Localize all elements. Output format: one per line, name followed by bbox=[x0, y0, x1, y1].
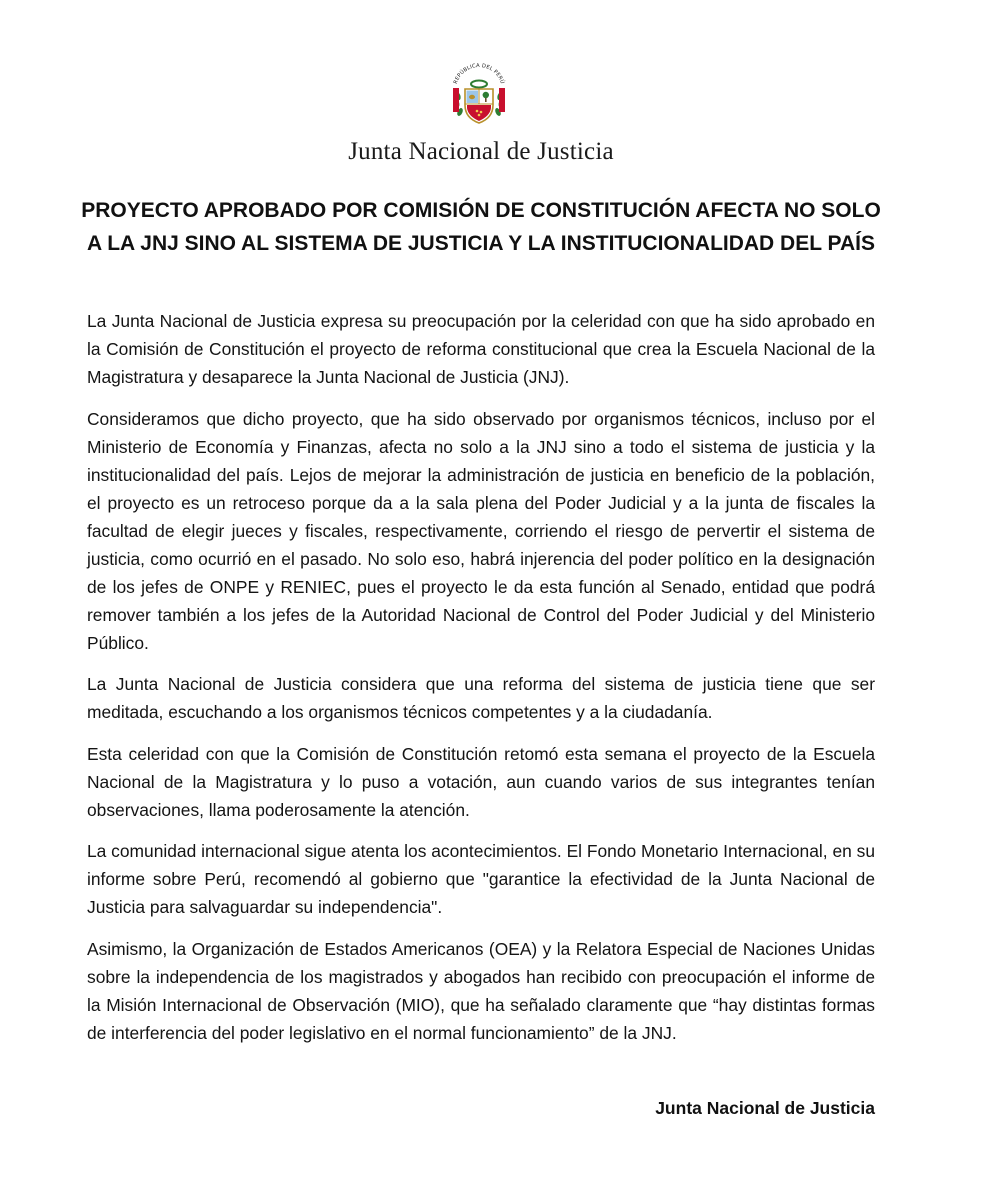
paragraph-5: La comunidad internacional sigue atenta los acontecimientos. El Fondo Monetario Internacional, en su informe sobre Perú, recomendó al gobierno que "garantice la efectividad de la Junta Nacional de Justicia para salvaguardar su independencia". bbox=[87, 841, 875, 917]
svg-text:REPÚBLICA DEL PERÚ bbox=[453, 63, 506, 85]
paragraph-4: Esta celeridad con que la Comisión de Constitución retomó esta semana el proyecto de la Escuela Nacional de la Magistratura y lo puso a votación, aun cuando varios de sus integrantes tenían observaciones, llama poderosamente la atención. bbox=[87, 743, 875, 820]
document-body bbox=[87, 307, 875, 1060]
paragraph-2: Consideramos que dicho proyecto, que ha sido observado por organismos técnicos, incluso por el Ministerio de Economía y Finanzas, afecta no solo a la JNJ sino a todo el sistema de justicia y la institucionalidad del país. Lejos de mejorar la administración de justicia en beneficio de la población, el proyecto es un retroceso porque da a la sala plena del Poder Judicial y a la junta de fiscales la facultad de elegir jueces y fiscales, respectivamente, corriendo el riesgo de pervertir el sistema de justicia, como ocurrió en el pasado. No solo eso, habrá injerencia del poder político en la designación de los jefes de ONPE y RENIEC, pues el proyecto le da esta función al Senado, entidad que podrá remover también a los jefes de la Autoridad Nacional de Control del Poder Judicial y del Ministerio Público. bbox=[87, 408, 875, 653]
paragraph-1: La Junta Nacional de Justicia expresa su preocupación por la celeridad con que ha sido aprobado en la Comisión de Constitución el proyecto de reforma constitucional que crea la Escuela Nacional de la Magistratura y desaparece la Junta Nacional de Justicia (JNJ). bbox=[87, 311, 875, 387]
paragraph-3: La Junta Nacional de Justicia considera que una reforma del sistema de justicia tiene que ser meditada, escuchando a los organismos técnicos competentes y a la ciudadanía. bbox=[87, 674, 875, 722]
seal-text: REPÚBLICA DEL PERÚ bbox=[452, 62, 506, 85]
paragraph-6: Asimismo, la Organización de Estados Americanos (OEA) y la Relatora Especial de Naciones Unidas sobre la independencia de los magistrados y abogados han recibido con preocupación el informe de la Misión Internacional de Observación (MIO), que ha señalado claramente que “hay distintas formas de interferencia del poder legislativo en el normal funcionamiento” de la JNJ. bbox=[87, 938, 875, 1043]
organization-name: Junta Nacional de Justicia bbox=[348, 138, 614, 165]
coat-of-arms-icon bbox=[444, 58, 514, 128]
signature: Junta Nacional de Justicia bbox=[655, 1098, 875, 1118]
document-headline: PROYECTO APROBADO POR COMISIÓN DE CONSTITUCIÓN AFECTA NO SOLO A LA JNJ SINO AL SISTEMA DE JUSTICIA Y LA INSTITUCIONALIDAD DEL PAÍS bbox=[81, 199, 881, 255]
